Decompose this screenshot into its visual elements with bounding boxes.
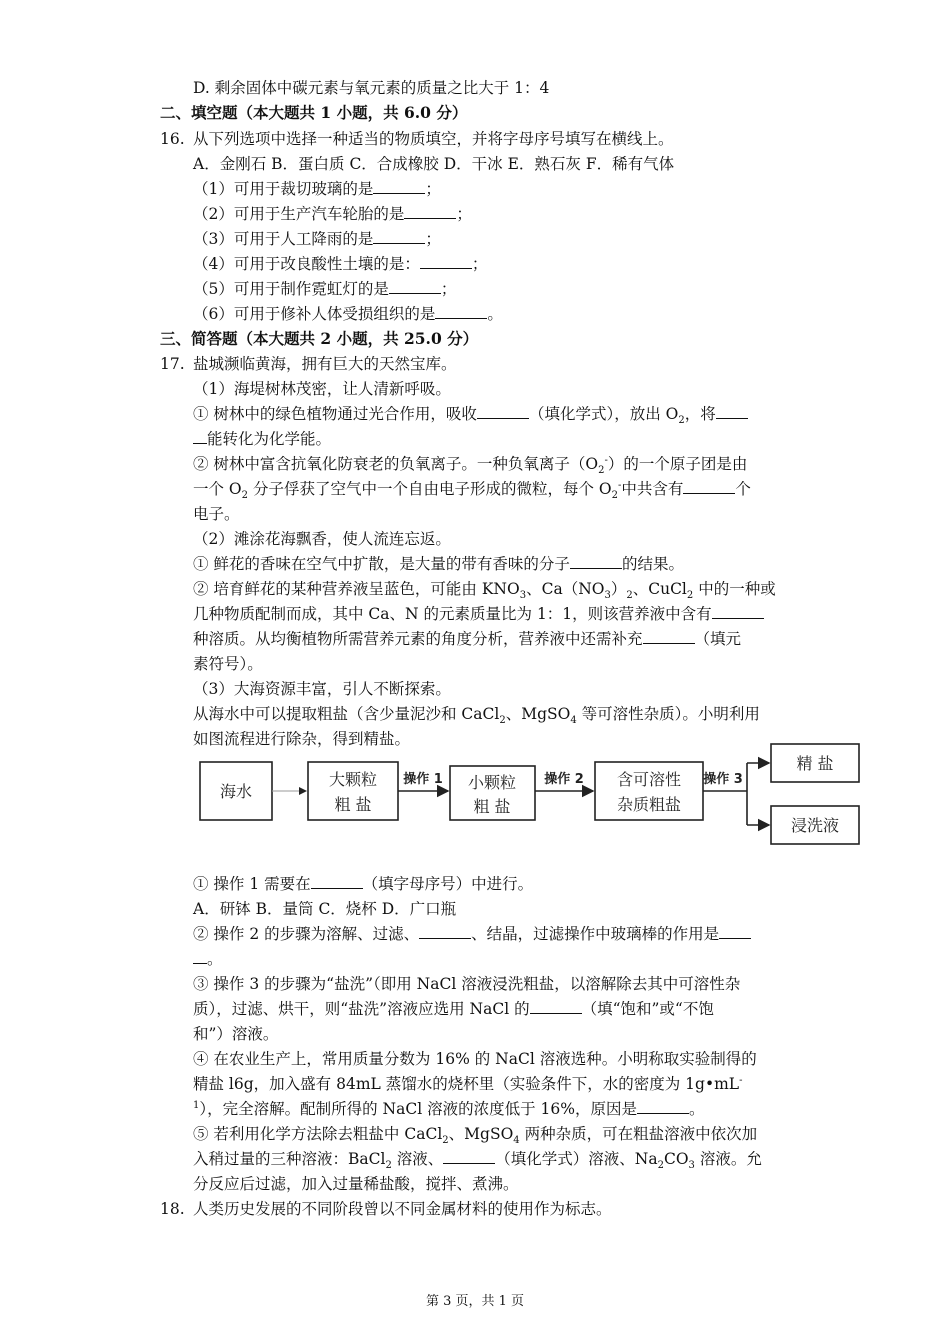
q17-number: 17. <box>160 355 185 373</box>
answer-blank <box>643 629 695 644</box>
q17-2-2-line2: 几种物质配制而成，其中 Ca、N 的元素质量比为 1：1，则该营养液中含有 <box>193 603 764 625</box>
operation-3-label: 操作 3 <box>703 772 743 787</box>
answer-blank <box>477 404 529 419</box>
answer-blank <box>373 179 425 194</box>
answer-blank <box>420 254 472 269</box>
q17-3-3-line2: 质），过滤、烘干，则“盐洗”溶液应选用 NaCl 的 （填“饱和”或“不饱 <box>193 1000 714 1018</box>
soluble-impurity-label-2: 杂质粗盐 <box>616 795 682 814</box>
answer-blank <box>193 949 207 964</box>
q18-stem: 人类历史发展的不同阶段曾以不同金属材料的使用作为标志。 <box>193 1200 612 1218</box>
section-2-title: 二、填空题（本大题共 1 小题，共 6.0 分） <box>160 103 468 122</box>
q17-1-2-line3: 电子。 <box>193 505 240 523</box>
answer-blank <box>716 404 748 419</box>
answer-blank <box>193 429 207 444</box>
q17-part-1: （1）海堤树林茂密，让人清新呼吸。 <box>193 380 451 398</box>
q16-options: A．金刚石 B．蛋白质 C．合成橡胶 D．干冰 E．熟石灰 F．稀有气体 <box>193 155 675 173</box>
q17-3-intro-line2: 如图流程进行除杂，得到精盐。 <box>193 730 411 748</box>
answer-blank <box>443 1149 495 1164</box>
q17-3-2-line1: ② 操作 2 的步骤为溶解、过滤、 、结晶，过滤操作中玻璃棒的作用是 <box>193 923 751 945</box>
purification-flow-diagram <box>195 740 865 850</box>
answer-blank <box>311 874 363 889</box>
q17-3-2-line2: 。 <box>193 948 223 970</box>
answer-blank <box>683 479 735 494</box>
q16-item: （5）可用于制作霓虹灯的是 ； <box>193 280 457 298</box>
page-footer: 第 3 页，共 1 页 <box>425 1294 525 1309</box>
answer-blank <box>419 924 471 939</box>
q17-2-2-line3: 种溶质。从均衡植物所需营养元素的角度分析，营养液中还需补充 （填元 <box>193 630 742 648</box>
q17-3-5-line2: 入稍过量的三种溶液：BaCl$_2$ 溶液、 （填化学式）溶液、$Na_2CO_3$ 溶液。允 <box>193 1150 762 1172</box>
q16-item: （4）可用于改良酸性土壤的是： ； <box>193 255 488 273</box>
answer-blank <box>389 279 441 294</box>
q16-number: 16. <box>160 130 185 148</box>
answer-blank <box>530 999 582 1014</box>
q17-1-2-line1: ② 树林中富含抗氧化防衰老的负氧离子。一种负氧离子$(O_2^-)$的一个原子团是由 <box>193 454 748 477</box>
q17-part-3: （3）大海资源丰富，引人不断探索。 <box>193 680 451 698</box>
q17-1-1-line2: 能转化为化学能。 <box>193 428 331 450</box>
q17-1-1-line1: ① 树林中的绿色植物通过光合作用，吸收 （填化学式），放出 $O_2$，将 <box>193 403 748 425</box>
q17-3-5-line3: 分反应后过滤，加入过量稀盐酸，搅拌、煮沸。 <box>193 1175 519 1193</box>
q17-3-5-line1: ⑤ 若利用化学方法除去粗盐中 CaCl$_2$、MgSO$_4$ 两种杂质，可在粗盐溶液中依次加 <box>193 1125 758 1147</box>
small-granule-label: 小颗粒 <box>467 773 517 792</box>
q17-2-1: ① 鲜花的香味在空气中扩散，是大量的带有香味的分子 的结果。 <box>193 555 684 573</box>
soluble-impurity-label: 含可溶性 <box>616 770 682 789</box>
answer-blank <box>637 1099 689 1114</box>
q15-option-d: D. 剩余固体中碳元素与氧元素的质量之比大于 1：4 <box>193 79 550 97</box>
q17-2-2-line1: ② 培育鲜花的某种营养液呈蓝色，可能由 $KNO_3$、$Ca(NO_3)_2$、CuCl$_2$ 中的一种或 <box>193 580 776 602</box>
answer-blank <box>712 604 764 619</box>
answer-blank <box>570 554 622 569</box>
q17-2-2-line4: 素符号）。 <box>193 655 263 673</box>
answer-blank <box>373 229 425 244</box>
q16-item: （2）可用于生产汽车轮胎的是 ； <box>193 205 472 223</box>
q17-stem: 盐城濒临黄海，拥有巨大的天然宝库。 <box>193 355 457 373</box>
answer-blank <box>435 304 487 319</box>
q17-3-4-line1: ④ 在农业生产上，常用质量分数为 16% 的 NaCl 溶液选种。小明称取实验制得的 <box>193 1050 757 1068</box>
seawater-label: 海水 <box>219 782 253 801</box>
q17-3-1-options: A．研钵 B．量筒 C．烧杯 D．广口瓶 <box>193 900 457 918</box>
big-granule-label-2: 粗 盐 <box>334 795 372 814</box>
q17-3-4-line2: 精盐 l6g，加入盛有 84mL 蒸馏水的烧杯里（实验条件下，水的密度为 1g•mL- <box>193 1074 743 1093</box>
fine-salt-label: 精 盐 <box>796 754 834 773</box>
operation-1-label: 操作 1 <box>403 772 443 787</box>
q17-3-4-line3: $^1$），完全溶解。配制所得的 NaCl 溶液的浓度低于 16%，原因是 。 <box>193 1099 705 1118</box>
q17-3-3-line3: 和”）溶液。 <box>193 1025 279 1043</box>
q17-3-intro-line1: 从海水中可以提取粗盐（含少量泥沙和 CaCl$_2$、MgSO$_4$ 等可溶性杂质）。小明利用 <box>193 705 760 727</box>
q17-part-2: （2）滩涂花海飘香，使人流连忘返。 <box>193 530 451 548</box>
small-granule-label-2: 粗 盐 <box>473 797 511 816</box>
q18-number: 18. <box>160 1200 185 1218</box>
q17-3-1: ① 操作 1 需要在 （填字母序号）中进行。 <box>193 875 534 893</box>
section-3-title: 三、简答题（本大题共 2 小题，共 25.0 分） <box>160 329 479 348</box>
q16-stem: 从下列选项中选择一种适当的物质填空，并将字母序号填写在横线上。 <box>193 130 674 148</box>
q17-3-3-line1: ③ 操作 3 的步骤为“盐洗”（即用 NaCl 溶液浸洗粗盐，以溶解除去其中可溶性杂 <box>193 975 741 993</box>
answer-blank <box>719 924 751 939</box>
q16-item: （6）可用于修补人体受损组织的是 。 <box>193 305 503 323</box>
q16-item: （1）可用于裁切玻璃的是 ； <box>193 180 441 198</box>
operation-2-label: 操作 2 <box>544 772 584 787</box>
wash-liquid-label: 浸洗液 <box>790 816 840 835</box>
q16-item: （3）可用于人工降雨的是 ； <box>193 230 441 248</box>
answer-blank <box>404 204 456 219</box>
big-granule-label: 大颗粒 <box>328 770 378 789</box>
q17-1-2-line2: 一个 $O_2$ 分子俘获了空气中一个自由电子形成的微粒，每个 $O_2^-$中共含有 个 <box>193 479 751 502</box>
